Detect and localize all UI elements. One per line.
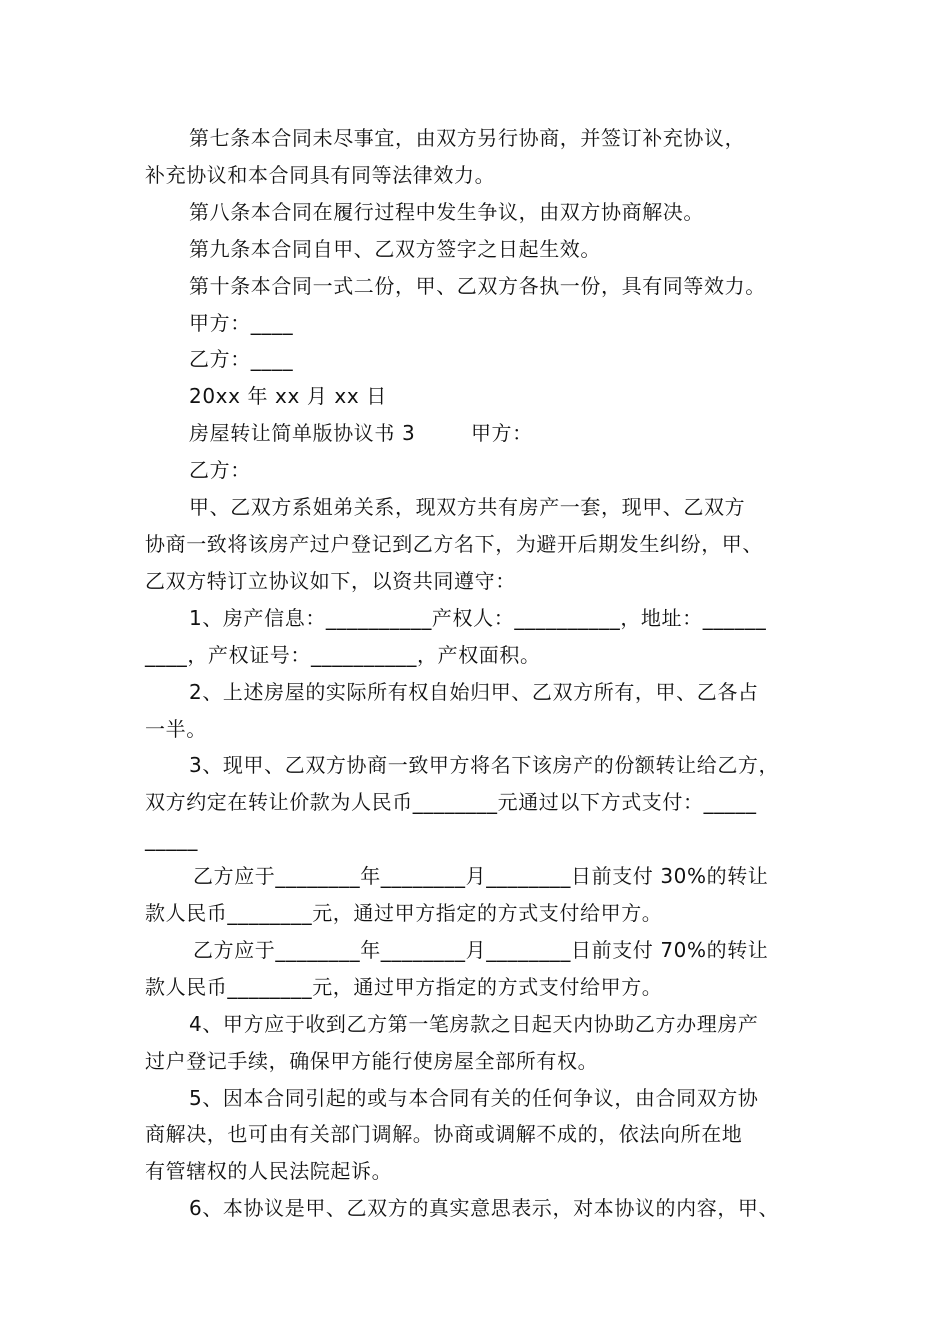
clause-1-line-2: ____，产权证号：__________，产权面积。 bbox=[145, 642, 541, 667]
article-10: 第十条本合同一式二份，甲、乙双方各执一份，具有同等效力。 bbox=[189, 273, 766, 298]
clause-3-line-1: 3、现甲、乙双方协商一致甲方将名下该房产的份额转让给乙方， bbox=[189, 753, 780, 778]
payment-70-line-1: 乙方应于________年________月________日前支付 70%的转让 bbox=[193, 937, 769, 962]
clause-1-line-1: 1、房产信息：__________产权人：__________，地址：______ bbox=[189, 605, 767, 630]
party-b-signature: 乙方：____ bbox=[189, 347, 294, 372]
clause-4-line-2: 过户登记手续，确保甲方能行使房屋全部所有权。 bbox=[145, 1048, 599, 1073]
intro-line-3: 乙双方特订立协议如下，以资共同遵守： bbox=[145, 568, 516, 593]
agreement-3-title: 房屋转让简单版协议书 3 甲方： bbox=[189, 421, 533, 446]
intro-line-2: 协商一致将该房产过户登记到乙方名下，为避开后期发生纠纷，甲、 bbox=[145, 531, 763, 556]
article-7-line-2: 补充协议和本合同具有同等法律效力。 bbox=[145, 162, 496, 187]
clause-3-line-2: 双方约定在转让价款为人民币________元通过以下方式支付：_____ bbox=[145, 790, 757, 815]
intro-line-1: 甲、乙双方系姐弟关系，现双方共有房产一套，现甲、乙双方 bbox=[189, 495, 746, 520]
clause-2-line-2: 一半。 bbox=[145, 716, 207, 741]
clause-5-line-3: 有管辖权的人民法院起诉。 bbox=[145, 1159, 393, 1184]
clause-6-line-1: 6、本协议是甲、乙双方的真实意思表示，对本协议的内容，甲、 bbox=[189, 1196, 780, 1221]
article-7-line-1: 第七条本合同未尽事宜，由双方另行协商，并签订补充协议， bbox=[189, 126, 746, 150]
clause-5-line-1: 5、因本合同引起的或与本合同有关的任何争议，由合同双方协 bbox=[189, 1085, 759, 1110]
clause-4-line-1: 4、甲方应于收到乙方第一笔房款之日起天内协助乙方办理房产 bbox=[189, 1011, 759, 1036]
date-line: 20xx 年 xx 月 xx 日 bbox=[189, 384, 387, 409]
payment-70-line-2: 款人民币________元，通过甲方指定的方式支付给甲方。 bbox=[145, 974, 663, 999]
payment-30-line-1: 乙方应于________年________月________日前支付 30%的转让 bbox=[193, 864, 769, 889]
payment-30-line-2: 款人民币________元，通过甲方指定的方式支付给甲方。 bbox=[145, 901, 663, 926]
article-8: 第八条本合同在履行过程中发生争议，由双方协商解决。 bbox=[189, 199, 704, 224]
party-b-label: 乙方： bbox=[189, 458, 251, 483]
article-9: 第九条本合同自甲、乙双方签字之日起生效。 bbox=[189, 236, 601, 261]
document-body bbox=[145, 120, 825, 1227]
clause-2-line-1: 2、上述房屋的实际所有权自始归甲、乙双方所有，甲、乙各占 bbox=[189, 679, 759, 704]
clause-3-line-3: _____ bbox=[145, 827, 198, 852]
clause-5-line-2: 商解决，也可由有关部门调解。协商或调解不成的，依法向所在地 bbox=[145, 1122, 743, 1147]
party-a-signature: 甲方：____ bbox=[189, 310, 294, 335]
